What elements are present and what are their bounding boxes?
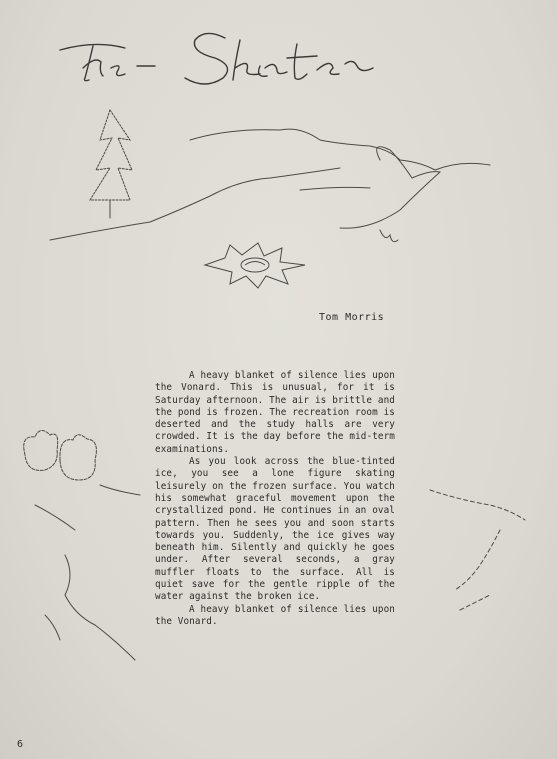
page-number: 6: [17, 739, 24, 750]
ice-edge-sketch: [420, 470, 540, 640]
emblem-sketch: [200, 240, 310, 290]
paragraph-1: A heavy blanket of silence lies upon the Vonard. This is unusual, for it is Saturday afternoon. The air is brittle and the pond is frozen. The recreation room is deserted and the study halls are very crowded. It is the day before the mid-term examinations.: [155, 370, 395, 455]
paragraph-2: As you look across the blue-tinted ice, you see a lone figure skating leisurely on the frozen surface. You watch his somewhat graceful movement upon the crystallized pond. He continues in an oval pattern. Then he sees you and soon starts towards you. Suddenly, the ice gives way beneath him. Silently and quickly he goes under. After several seconds, a gray muffler floats to the surface. All is quiet save for the gentle ripple of the water against the broken ice.: [155, 456, 395, 603]
landscape-sketch: [40, 100, 520, 260]
author-byline: Tom Morris: [319, 312, 385, 323]
handwritten-title: [55, 18, 475, 98]
bush-sketch: [15, 425, 165, 705]
story-text: [155, 370, 395, 628]
paragraph-3: A heavy blanket of silence lies upon the Vonard.: [155, 603, 395, 627]
